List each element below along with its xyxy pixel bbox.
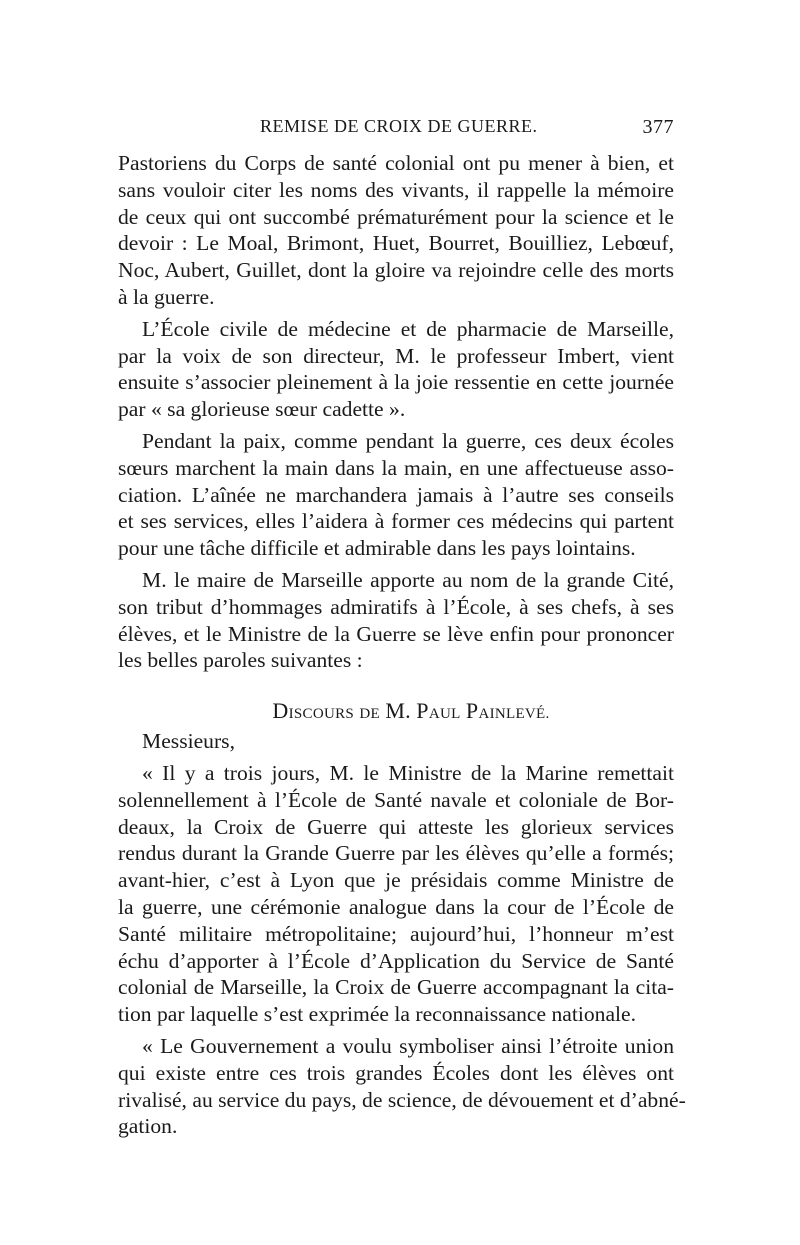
- text-line: avant-hier, c’est à Lyon que je présidais comme Ministre de: [118, 868, 674, 893]
- text-line: Noc, Aubert, Guillet, dont la gloire va rejoindre celle des morts: [118, 258, 674, 283]
- body-text: [118, 150, 686, 1140]
- speech-paragraph: [118, 760, 674, 1028]
- text-line: échu d’apporter à l’École d’Application du Service de Santé: [118, 948, 674, 973]
- text-line: colonial de Marseille, la Croix de Guerre accompagnant la cita-: [118, 975, 674, 1000]
- text-line: deaux, la Croix de Guerre qui atteste les glorieux services: [118, 814, 674, 839]
- text-line: Pendant la paix, comme pendant la guerre, ces deux écoles: [142, 428, 674, 453]
- text-line: « Le Gouvernement a voulu symboliser ainsi l’étroite union: [142, 1033, 674, 1058]
- text-line: L’École civile de médecine et de pharmacie de Marseille,: [142, 316, 674, 341]
- text-line: Santé militaire métropolitaine; aujourd’hui, l’honneur m’est: [118, 921, 674, 946]
- text-line: élèves, et le Ministre de la Guerre se lève enfin pour prononcer: [118, 621, 674, 646]
- text-line: pour une tâche difficile et admirable dans les pays lointains.: [118, 536, 636, 561]
- paragraph: [118, 428, 674, 562]
- paragraph: [118, 150, 674, 311]
- text-line: les belles paroles suivantes :: [118, 648, 363, 673]
- text-line: son tribut d’hommages admiratifs à l’École, à ses chefs, à ses: [118, 594, 674, 619]
- text-line: sœurs marchent la main dans la main, en une affectueuse asso-: [118, 455, 674, 480]
- running-title: REMISE DE CROIX DE GUERRE.: [260, 116, 538, 136]
- paragraph: [118, 316, 674, 423]
- speech-paragraph: [118, 1033, 686, 1140]
- text-line: devoir : Le Moal, Brimont, Huet, Bourret, Bouilliez, Lebœuf,: [118, 231, 674, 256]
- text-line: et ses services, elles l’aidera à former ces médecins qui partent: [118, 509, 674, 534]
- text-line: Pastoriens du Corps de santé colonial ont pu mener à bien, et: [118, 151, 674, 175]
- speech-heading: DISCOURS DE M. PAUL PAINLEVÉ.: [272, 698, 550, 724]
- paragraph: [118, 567, 674, 674]
- salutation: Messieurs,: [142, 729, 235, 754]
- text-line: ensuite s’associer pleinement à la joie ressentie en cette journée: [118, 370, 674, 395]
- text-line: la guerre, une cérémonie analogue dans la cour de l’École de: [118, 894, 674, 919]
- text-line: par la voix de son directeur, M. le professeur Imbert, vient: [118, 343, 674, 368]
- text-line: solennellement à l’École de Santé navale et coloniale de Bor-: [118, 787, 674, 812]
- text-line: tion par laquelle s’est exprimée la reconnaissance nationale.: [118, 1002, 637, 1027]
- text-line: de ceux qui ont succombé prématurément pour la science et le: [118, 204, 674, 229]
- text-line: sans vouloir citer les noms des vivants, il rappelle la mémoire: [118, 177, 674, 202]
- text-line: par « sa glorieuse sœur cadette ».: [118, 397, 406, 422]
- text-line: à la guerre.: [118, 284, 215, 309]
- text-line: rivalisé, au service du pays, de science, de dévouement et d’abné-: [118, 1087, 686, 1112]
- text-line: rendus durant la Grande Guerre par les élèves qu’elle a formés;: [118, 841, 674, 866]
- running-head: [118, 116, 674, 142]
- text-line: M. le maire de Marseille apporte au nom de la grande Cité,: [142, 567, 674, 592]
- text-line: gation.: [118, 1114, 178, 1139]
- page-number: 377: [642, 116, 674, 138]
- text-line: « Il y a trois jours, M. le Ministre de la Marine remettait: [142, 760, 674, 785]
- text-line: ciation. L’aînée ne marchandera jamais à l’autre ses conseils: [118, 482, 674, 507]
- text-line: qui existe entre ces trois grandes Écoles dont les élèves ont: [118, 1060, 674, 1085]
